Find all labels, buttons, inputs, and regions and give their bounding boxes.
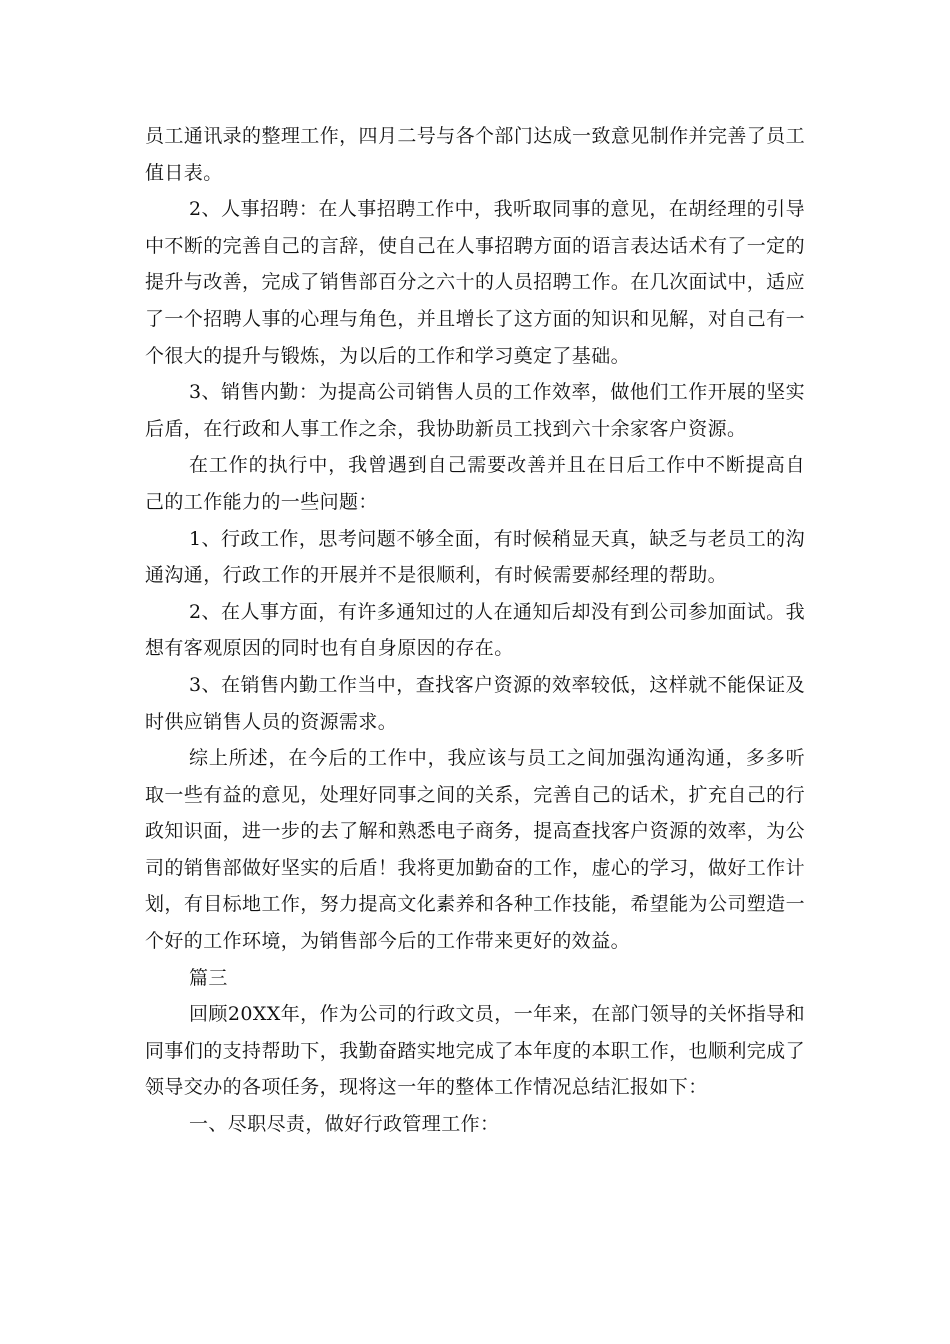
paragraph-recruitment: 2、人事招聘：在人事招聘工作中，我听取同事的意见，在胡经理的引导中不断的完善自己的言辞，使自己在人事招聘方面的语言表达话术有了一定的提升与改善，完成了销售部百分之六十的人员招聘工作。在几次面试中，适应了一个招聘人事的心理与角色，并且增长了这方面的知识和见解，对自己有一个很大的提升与锻炼，为以后的工作和学习奠定了基础。	[145, 198, 805, 367]
subheading-admin-management: 一、尽职尽责，做好行政管理工作：	[189, 1113, 500, 1136]
paragraph-problem-admin: 1、行政工作，思考问题不够全面，有时候稍显天真，缺乏与老员工的沟通沟通，行政工作的开展并不是很顺利，有时候需要郝经理的帮助。	[145, 527, 805, 587]
paragraph-problems-intro: 在工作的执行中，我曾遇到自己需要改善并且在日后工作中不断提高自己的工作能力的一些问题：	[145, 454, 805, 513]
paragraph-problem-sales: 3、在销售内勤工作当中，查找客户资源的效率较低，这样就不能保证及时供应销售人员的资源需求。	[145, 673, 805, 733]
paragraph-sales-support: 3、销售内勤：为提高公司销售人员的工作效率，做他们工作开展的坚实后盾，在行政和人事工作之余，我协助新员工找到六十余家客户资源。	[145, 381, 805, 440]
section-heading-part-three: 篇三	[189, 966, 228, 989]
paragraph-review: 回顾20XX年，作为公司的行政文员，一年来，在部门领导的关怀指导和同事们的支持帮助下，我勤奋踏实地完成了本年度的本职工作，也顺利完成了领导交办的各项任务，现将这一年的整体工作情况总结汇报如下：	[145, 1003, 805, 1099]
paragraph-problem-hr: 2、在人事方面，有许多通知过的人在通知后却没有到公司参加面试。我想有客观原因的同时也有自身原因的存在。	[145, 600, 805, 660]
paragraph-summary: 综上所述，在今后的工作中，我应该与员工之间加强沟通沟通，多多听取一些有益的意见，处理好同事之间的关系，完善自己的话术，扩充自己的行政知识面，进一步的去了解和熟悉电子商务，提高查找客户资源的效率，为公司的销售部做好坚实的后盾！我将更加勤奋的工作，虚心的学习，做好工作计划，有目标地工作，努力提高文化素养和各种工作技能，希望能为公司塑造一个好的工作环境，为销售部今后的工作带来更好的效益。	[145, 747, 805, 953]
paragraph-continuation: 员工通讯录的整理工作，四月二号与各个部门达成一致意见制作并完善了员工值日表。	[145, 125, 805, 184]
document-body	[145, 118, 805, 1143]
